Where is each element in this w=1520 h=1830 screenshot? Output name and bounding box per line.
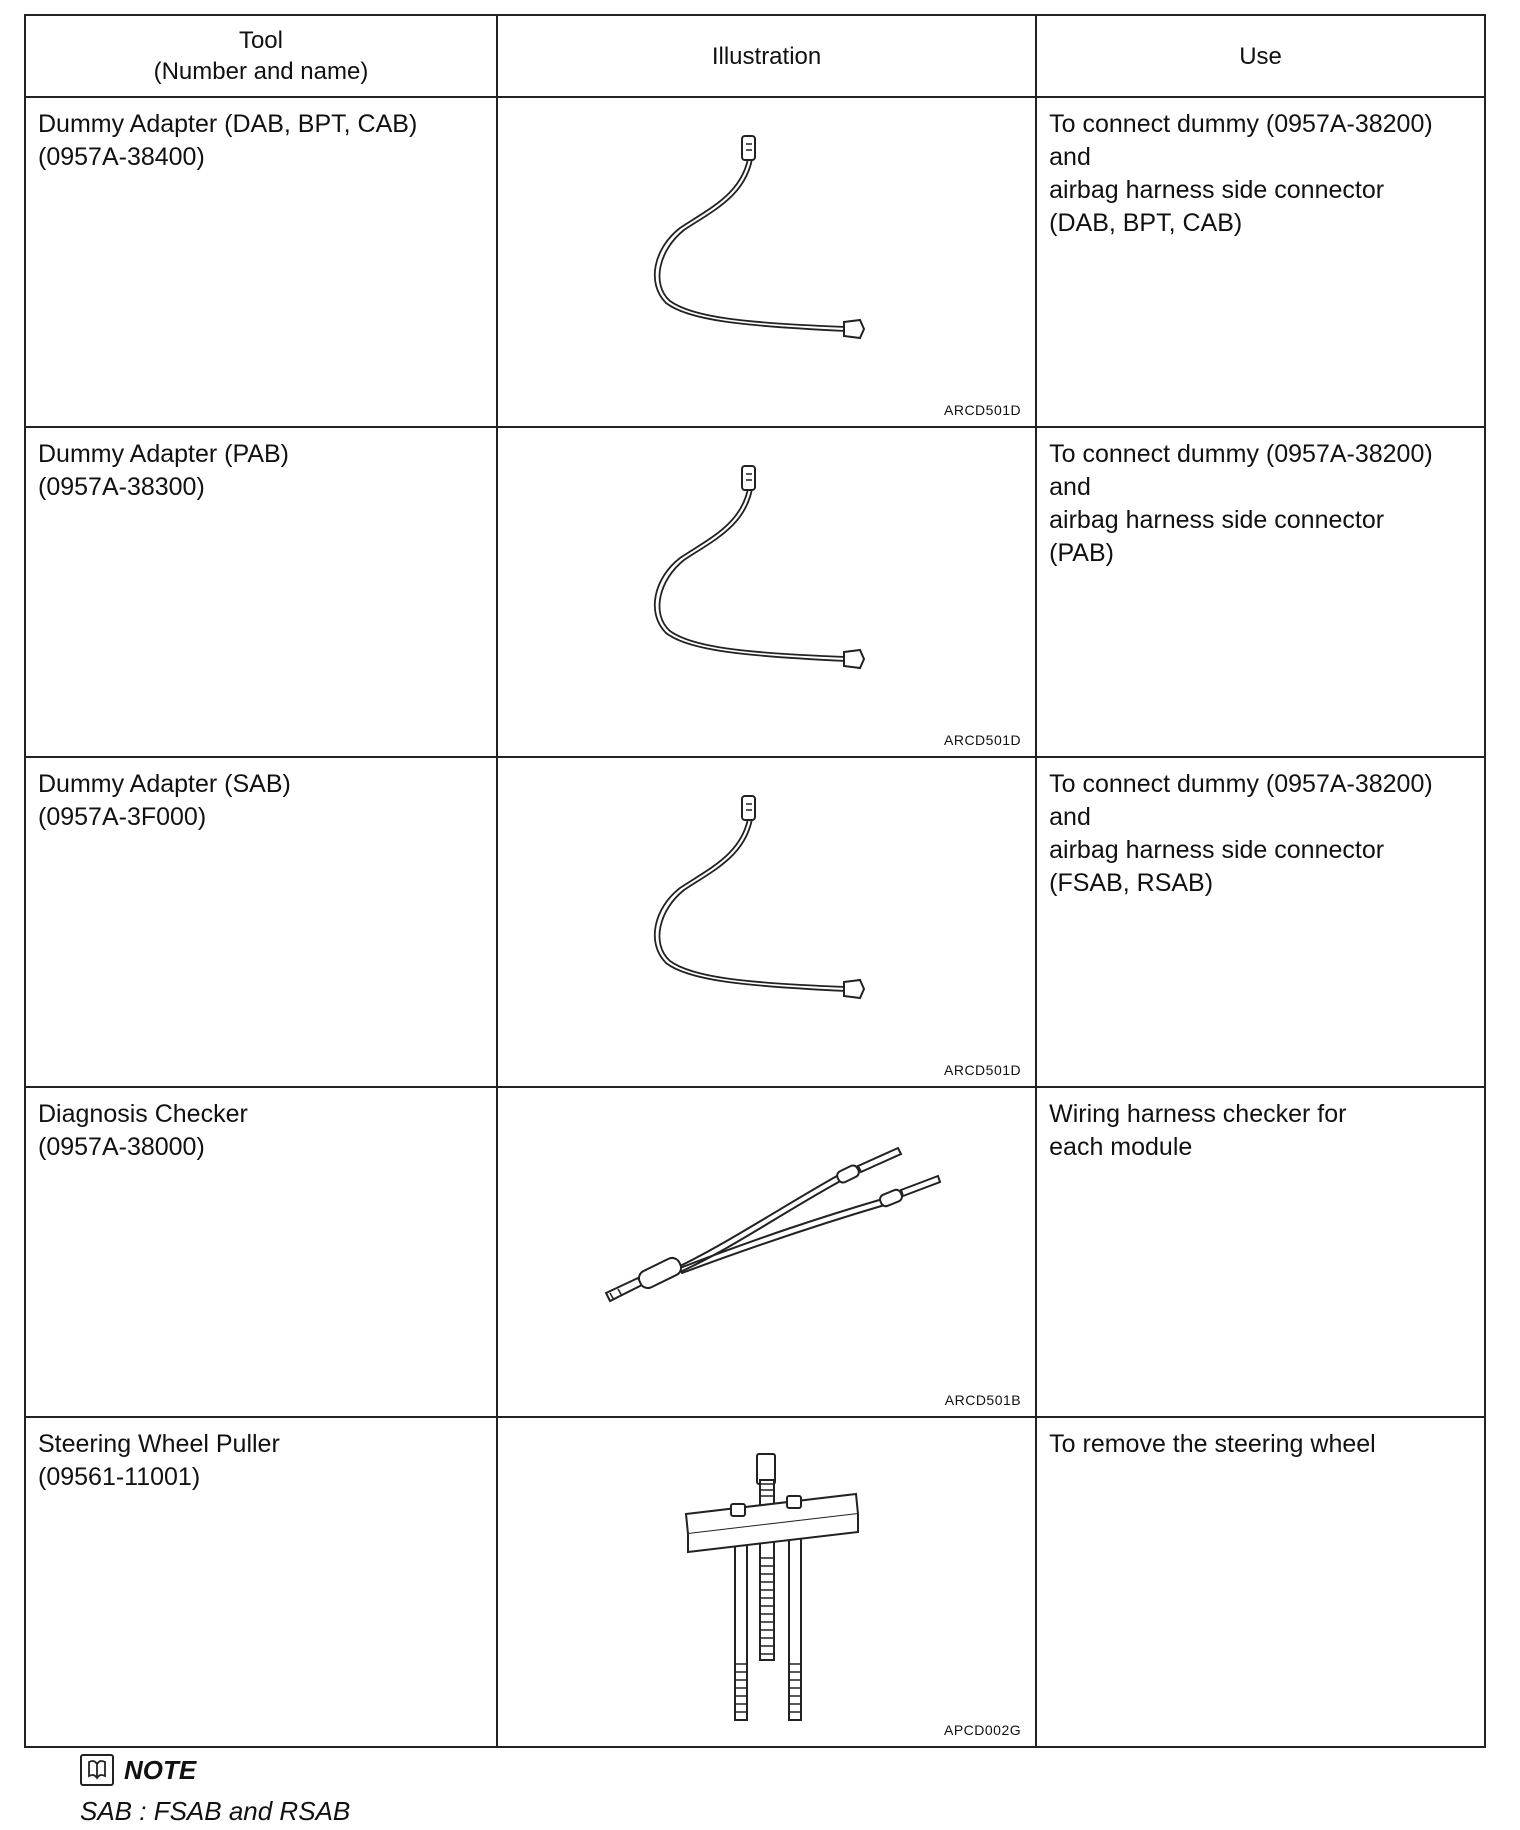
use-line: (FSAB, RSAB) [1049,869,1214,897]
figure-code: ARCD501D [944,732,1022,748]
dummy-adapter-cable-icon [498,98,1035,416]
use-line: To connect dummy (0957A-38200) [1049,440,1433,468]
table-row [25,97,1485,427]
table-row [25,427,1485,757]
note-heading [80,1752,196,1788]
header-tool [25,15,497,97]
tool-cell [25,1087,497,1417]
use-line: and [1049,803,1091,831]
diagnosis-checker-harness-icon [498,1088,1035,1406]
dummy-adapter-cable-icon [498,428,1035,746]
use-line: To connect dummy (0957A-38200) [1049,110,1433,138]
use-cell [1036,1087,1485,1417]
figure-code: APCD002G [943,1722,1022,1738]
tool-name: Diagnosis Checker [38,1100,248,1128]
table-row [25,757,1485,1087]
tool-number: (0957A-38000) [38,1133,205,1161]
use-line: airbag harness side connector [1049,836,1385,864]
tool-number: (0957A-3F000) [38,803,207,831]
use-cell [1036,427,1485,757]
illustration-cell [497,1087,1036,1417]
header-illustration: Illustration [497,15,1036,97]
tool-name: Dummy Adapter (SAB) [38,770,291,798]
use-line: each module [1049,1133,1193,1161]
use-cell [1036,1417,1485,1747]
use-cell [1036,97,1485,427]
use-line: To remove the steering wheel [1049,1430,1376,1458]
use-line: and [1049,143,1091,171]
note-label: NOTE [124,1754,197,1785]
tool-name: Dummy Adapter (PAB) [38,440,290,468]
figure-code: ARCD501D [944,402,1022,418]
use-line: Wiring harness checker for [1049,1100,1347,1128]
steering-wheel-puller-icon [498,1418,1035,1736]
use-line: (DAB, BPT, CAB) [1049,209,1243,237]
tool-name: Steering Wheel Puller [38,1430,280,1458]
use-line: To connect dummy (0957A-38200) [1049,770,1433,798]
use-line: airbag harness side connector [1049,506,1385,534]
illustration-cell [497,427,1036,757]
tool-cell [25,1417,497,1747]
tool-number: (0957A-38400) [38,143,205,171]
figure-code: ARCD501D [944,1062,1022,1078]
header-tool-line-1: Tool [238,27,283,54]
use-line: airbag harness side connector [1049,176,1385,204]
illustration-cell [497,1417,1036,1747]
tool-number: (09561-11001) [38,1463,201,1491]
dummy-adapter-cable-icon [498,758,1035,1076]
figure-code: ARCD501B [944,1392,1022,1408]
use-cell [1036,757,1485,1087]
table-row [25,1417,1485,1747]
tool-name: Dummy Adapter (DAB, BPT, CAB) [38,110,418,138]
illustration-cell [497,97,1036,427]
use-line: (PAB) [1049,539,1114,567]
table-header-row [25,15,1485,97]
table-row [25,1087,1485,1417]
illustration-cell [497,757,1036,1087]
tool-cell [25,427,497,757]
header-use: Use [1036,15,1485,97]
note-text: SAB : FSAB and RSAB [80,1796,351,1826]
tool-cell [25,97,497,427]
use-line: and [1049,473,1091,501]
tool-number: (0957A-38300) [38,473,205,501]
tool-cell [25,757,497,1087]
header-tool-line-2: (Number and name) [153,58,369,85]
book-note-icon [80,1754,114,1786]
special-tools-table [24,14,1486,1748]
